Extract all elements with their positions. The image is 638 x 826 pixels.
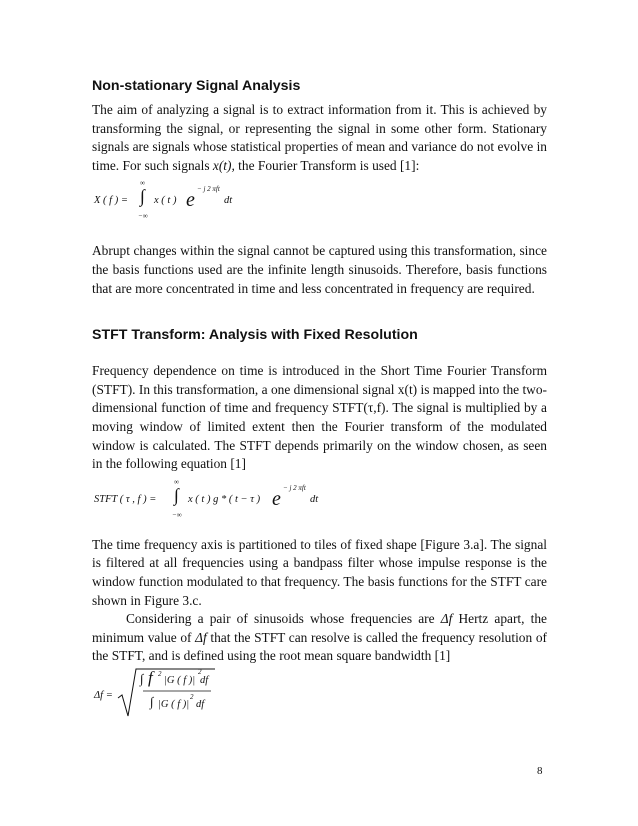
stft-equation [94, 476, 547, 524]
paragraph-frequency-resolution [92, 610, 547, 666]
eq3-denominator-g: |G ( f )| [158, 698, 190, 710]
rms-bandwidth-equation [94, 668, 547, 718]
document-page [92, 74, 547, 718]
eq3-numerator-integral: ∫ [140, 670, 144, 686]
eq1-dt: dt [224, 195, 233, 207]
eq2-lower-limit: −∞ [172, 510, 182, 519]
eq1-exponential: e [186, 189, 195, 212]
eq1-lower-limit: −∞ [138, 212, 148, 221]
section-heading-nonstationary: Non-stationary Signal Analysis [92, 78, 301, 94]
paragraph-time-frequency-axis: The time frequency axis is partitioned to tiles of fixed shape [Figure 3.a]. The signal is filtered at all frequencies using a bandpass filter whose impulse response is the window function modulated to that frequency. The basis functions for the STFT care shown in Figure 3.c. [92, 536, 547, 608]
eq2-exponent: − j 2 πft [283, 483, 306, 492]
paragraph-resolution-text: Considering a pair of sinusoids whose frequencies are [126, 611, 441, 627]
eq3-denominator-square: 2 [190, 692, 194, 701]
eq3-lhs: Δf = [94, 689, 113, 701]
paragraph-abrupt-changes: Abrupt changes within the signal cannot be captured using this transformation, since the basis functions used are the infinite length sinusoids. Therefore, basis functions that are more concentrated in time and less concentrated in frequency are required. [92, 243, 547, 296]
eq3-numerator-square-2: 2 [198, 667, 202, 676]
eq1-integral-sign: ∫ [140, 186, 145, 207]
section-heading-stft: STFT Transform: Analysis with Fixed Resolution [92, 327, 418, 344]
paragraph-frequency-dependence: Frequency dependence on time is introduced in the Short Time Fourier Transform (STFT). In this transformation, a one dimensional signal x(t) is mapped into the two-dimensional function of time and frequency STFT(τ,f). The signal is multiplied by a moving window of limited extent then the Fourier transform of the modulated window is calculated. The STFT depends primarily on the window chosen, as seen in the following equation [1] [92, 363, 547, 472]
eq2-integrand: x ( t ) g * ( t − τ ) [188, 493, 261, 505]
paragraph-intro-text: The aim of analyzing a signal is to extract information from it. This is achieved by transforming the signal, or representing the signal in some other form. Stationary signals are signals whose statistical properties of mean and variance do not evolve in time. For such signals [92, 102, 547, 173]
eq3-denominator-integral: ∫ [150, 693, 154, 709]
delta-f-italic: Δf [440, 611, 453, 627]
eq2-integral-sign: ∫ [174, 484, 179, 505]
delta-f-italic-2: Δf [195, 629, 207, 645]
paragraph-intro [92, 101, 547, 175]
eq1-upper-limit: ∞ [140, 179, 145, 188]
eq3-numerator-f: f [148, 667, 153, 687]
eq2-exponential: e [272, 487, 281, 510]
eq1-integrand: x ( t ) [154, 195, 177, 207]
eq3-numerator-df: df [200, 674, 209, 686]
eq1-lhs: X ( f ) = [94, 195, 128, 207]
eq1-exponent: − j 2 πft [197, 185, 220, 194]
paragraph-resolution-text-end: that the STFT can resolve is called the frequency resolution of the STFT, and is defined using the root mean square bandwidth [1] [92, 629, 547, 664]
eq3-denominator-df: df [196, 698, 205, 710]
eq2-dt: dt [310, 493, 319, 505]
page-number: 8 [537, 765, 543, 777]
paragraph-resolution-text-mid: Hertz apart, the minimum value of [92, 611, 547, 645]
eq2-upper-limit: ∞ [174, 477, 179, 486]
fourier-transform-equation [94, 177, 547, 225]
eq3-numerator-square: 2 [158, 669, 162, 678]
paragraph-intro-text-end: the Fourier Transform is used [1]: [234, 157, 420, 173]
eq3-numerator-g: |G ( f )| [164, 674, 196, 686]
eq2-lhs: STFT ( τ , f ) = [94, 493, 157, 505]
signal-xt-italic: x(t), [212, 157, 235, 173]
